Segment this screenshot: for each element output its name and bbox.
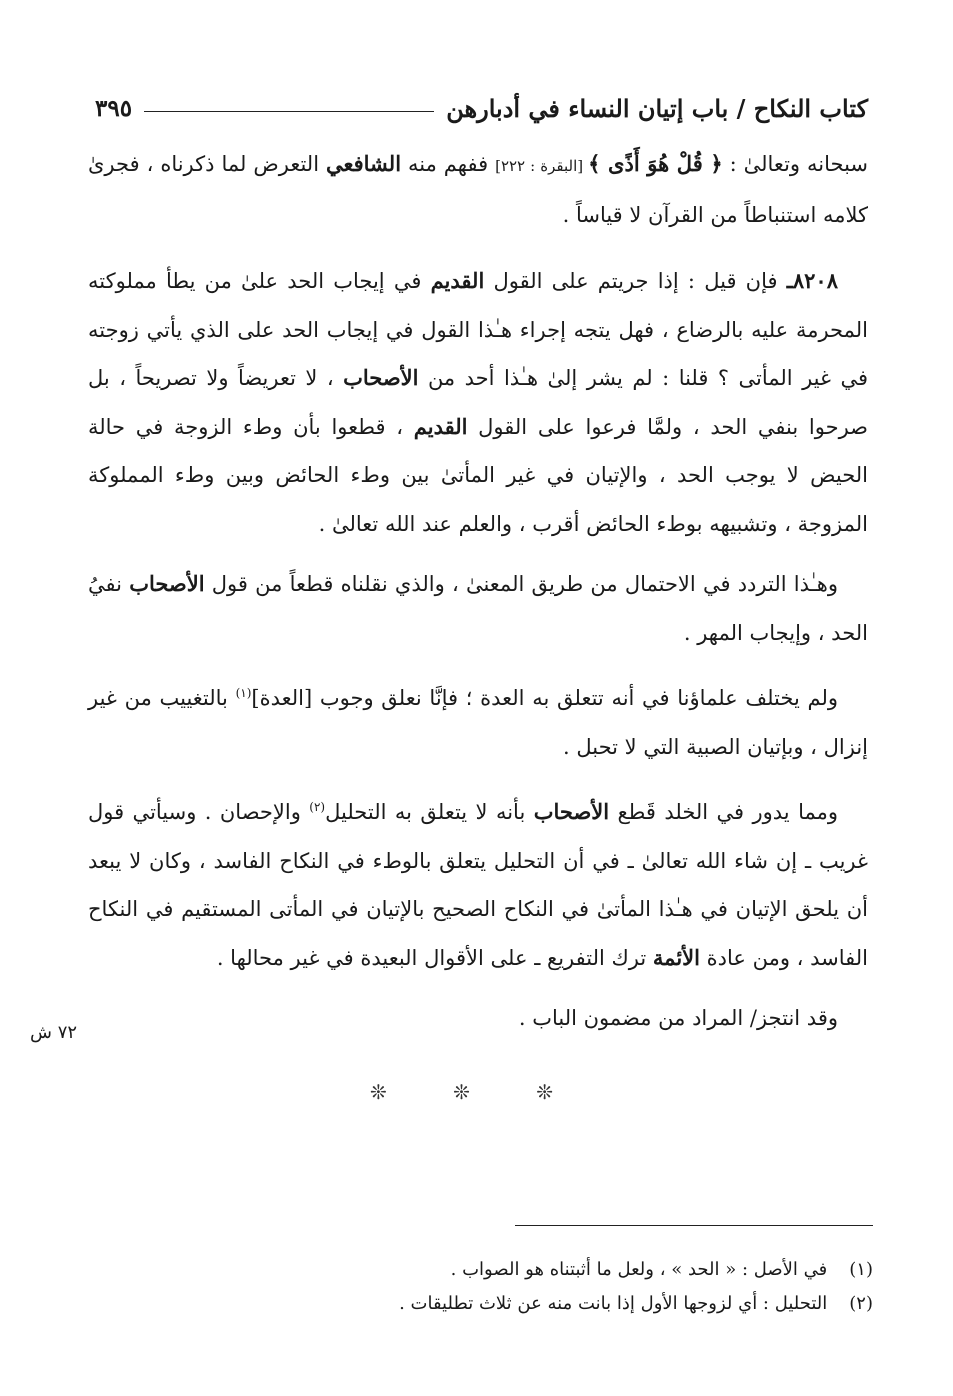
text-span: وقد انتجز/ المراد من مضمون الباب . [518,1006,838,1030]
bold-term: القديم [430,268,485,293]
text-span: ، قطعوا بأن وطء الزوجة في حالة الحيض لا يوجب الحد ، والإتيان في غير المأتىٰ بين وطء الحائض وبين وطء المملوكة المزوجة ، وتشبيهه بوطء الحائض أقرب ، والعلم عند الله تعالىٰ . [88,414,868,536]
main-text [88,140,868,1055]
paragraph-2 [88,257,868,548]
footnote-marker: (٢) [309,800,326,814]
text-span: ، لا تعريضاً ولا تصريحاً ، بل صرحوا بنفي الحد ، ولمَّا فرعوا على القول [88,366,869,439]
text-span: التعرض لما ذكرناه ، فجرىٰ كلامه استنباطاً من القرآن لا قياساً . [88,152,868,227]
text-span: والإحصان . وسيأتي قول غريب ـ إن شاء الله تعالىٰ ـ في أن التحليل يتعلق بالوطء في النكاح الفاسد ، وكان لا يبعد أن يلحق الإتيان في هـٰذا المأتىٰ في النكاح الصحيح بالإتيان في المأتى المستقيم في النكاح الفاسد ، ومن عادة [88,800,868,970]
text-span: في إيجاب الحد علىٰ من يطأ مملوكته المحرمة عليه بالرضاع ، فهل يتجه إجراء هـٰذا القول في إيجاب الحد على الذي يأتي زوجته في غير المأتى ؟ قلنا : لم يشر إلىٰ هـٰذا أحد من [88,269,868,390]
running-header [95,88,868,128]
text-span: نفيُ الحد ، وإيجاب المهر . [88,572,868,645]
section-end-ornament: ❊ ❊ ❊ [370,1080,583,1104]
footnote-2 [88,1287,873,1321]
verse-reference: [البقرة : ٢٢٢] [495,157,589,175]
header-title: كتاب النكاح / باب إتيان النساء في أدبارهن [446,93,868,123]
footnote-marker: (١) [235,686,252,700]
paragraph-3 [88,560,868,657]
text-span: بأنه لا يتعلق به التحليل [325,800,534,824]
bold-name: الشافعي [325,151,402,176]
text-span: ولم يختلف علماؤنا في أنه تتعلق به العدة ؛ فإنَّا نعلق وجوب [العدة] [251,686,838,710]
footnote-1 [88,1253,873,1287]
footnote-number: (١) [849,1259,873,1280]
paragraph-5 [88,783,868,982]
text-span: ومما يدور في الخلد قَطع [609,800,839,824]
text-span: ترك التفريع ـ على الأقوال البعيدة في غير محالها . [216,945,653,970]
footnotes [88,1253,873,1321]
bold-term: الأصحاب [343,365,419,390]
text-span: وهـٰذا التردد في الاحتمال من طريق المعنىٰ ، والذي نقلناه قطعاً من قول [204,572,838,596]
header-rule [144,111,434,112]
bold-term: الأئمة [652,944,700,970]
paragraph-1 [88,140,868,239]
issue-number: ٨٢٠٨ـ [786,268,838,293]
paragraph-4 [88,669,868,771]
bold-term: الأصحاب [129,571,205,596]
footnote-number: (٢) [849,1293,873,1314]
quran-verse: ﴿ قُلْ هُوَ أَذًى ﴾ [588,151,723,176]
paragraph-6 [88,994,868,1043]
text-span: ففهم منه [401,152,496,176]
footnote-text: في الأصل : « الحد » ، ولعل ما أثبتناه هو الصواب . [450,1259,828,1280]
footnote-separator [515,1225,873,1226]
page-number: ٣٩٥ [95,94,133,122]
text-span: بالتغييب من غير إنزال ، وبإتيان الصبية التي لا تحبل . [88,686,868,759]
bold-term: القديم [413,413,468,439]
manuscript-folio-note: ٧٢ ش [30,1022,78,1043]
bold-term: الأصحاب [533,799,610,824]
text-span: فإن قيل : إذا جريتم على القول [484,269,787,293]
text-span: سبحانه وتعالىٰ : [722,152,868,176]
footnote-text: التحليل : أي لزوجها الأول إذا بانت منه عن ثلاث تطليقات . [399,1293,828,1314]
